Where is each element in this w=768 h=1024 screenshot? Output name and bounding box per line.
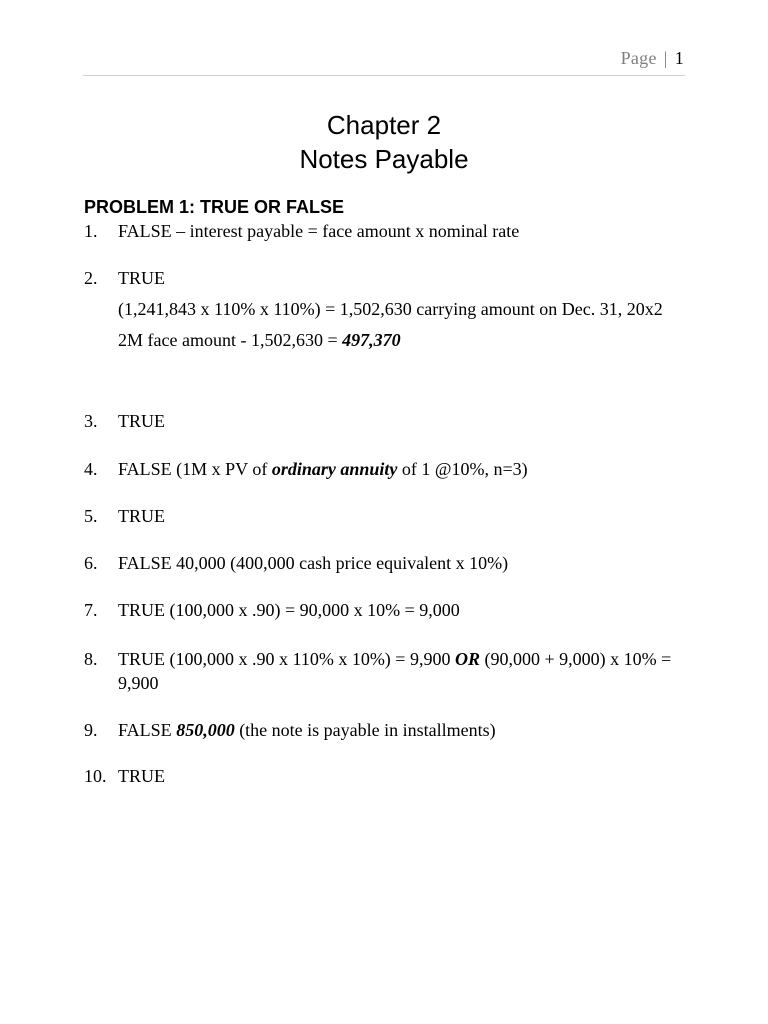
answer-item-5	[84, 504, 684, 528]
header-divider	[83, 75, 685, 76]
item-text: TRUE	[118, 506, 165, 526]
item-number: 3.	[84, 411, 98, 431]
answer-item-7	[84, 598, 684, 622]
answer-item-2	[84, 266, 684, 352]
page-header	[621, 48, 684, 69]
answer-item-4	[84, 457, 684, 481]
answer-item-6	[84, 551, 684, 575]
item-number: 9.	[84, 720, 98, 740]
page-separator: |	[663, 48, 668, 68]
item-text	[118, 718, 684, 742]
item-text	[118, 457, 684, 481]
item-text: TRUE	[118, 766, 165, 786]
chapter-title	[0, 108, 768, 176]
item-number: 2.	[84, 268, 98, 288]
answer-item-8	[84, 647, 684, 695]
text-part: FALSE (1M x PV of	[118, 459, 272, 479]
chapter-number: Chapter 2	[326, 110, 442, 140]
item-text: TRUE	[118, 268, 165, 288]
problem-heading: PROBLEM 1: TRUE OR FALSE	[84, 197, 345, 217]
item-number: 4.	[84, 459, 98, 479]
item-number: 8.	[84, 649, 98, 669]
item-text: FALSE – interest payable = face amount x nominal rate	[118, 221, 520, 241]
answer-item-10	[84, 764, 684, 788]
text-part: (90,000 + 9,000) x 10% = 9,900	[118, 649, 672, 693]
emphasis-text: OR	[454, 649, 480, 669]
text-part: FALSE	[118, 720, 177, 740]
answer-item-3	[84, 409, 684, 433]
text-part: (the note is payable in installments)	[234, 720, 496, 740]
item-number: 7.	[84, 600, 98, 620]
emphasis-text: ordinary annuity	[271, 459, 398, 479]
answer-item-1	[84, 219, 684, 243]
calc-answer: 497,370	[342, 330, 401, 350]
item-number: 5.	[84, 506, 98, 526]
text-part: TRUE (100,000 x .90 x 110% x 10%) = 9,900	[118, 649, 455, 669]
item-calculation-result	[118, 328, 684, 352]
item-calculation: (1,241,843 x 110% x 110%) = 1,502,630 carrying amount on Dec. 31, 20x2	[118, 299, 663, 319]
item-number: 6.	[84, 553, 98, 573]
answer-item-9	[84, 718, 684, 742]
item-text: FALSE 40,000 (400,000 cash price equivalent x 10%)	[118, 553, 509, 573]
calc-text: 2M face amount - 1,502,630 =	[118, 330, 343, 350]
item-text: TRUE	[118, 411, 165, 431]
item-number: 10.	[84, 766, 107, 786]
page-label: Page	[620, 48, 657, 68]
item-text: TRUE (100,000 x .90) = 90,000 x 10% = 9,000	[118, 600, 460, 620]
chapter-name: Notes Payable	[299, 144, 469, 174]
emphasis-text: 850,000	[176, 720, 235, 740]
item-number: 1.	[84, 221, 98, 241]
text-part: of 1 @10%, n=3)	[397, 459, 528, 479]
item-text	[118, 647, 684, 695]
page-number: 1	[674, 48, 684, 68]
